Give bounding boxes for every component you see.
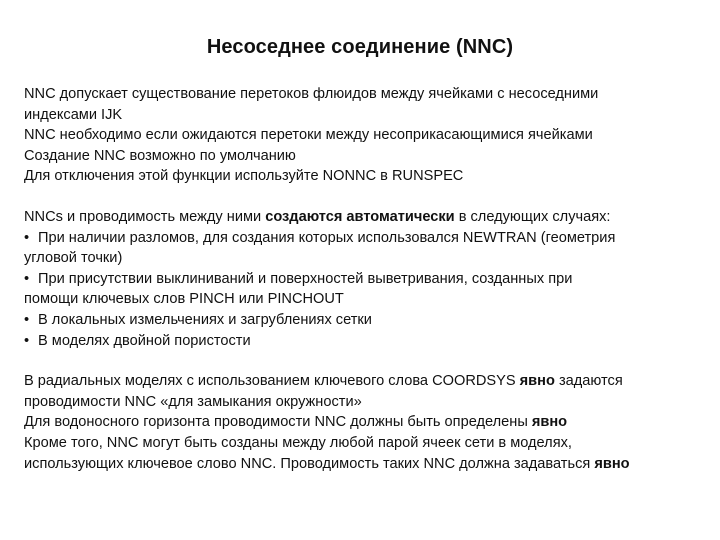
slide-title: Несоседнее соединение (NNC) bbox=[206, 36, 514, 58]
bullet-item-pinchouts bbox=[24, 269, 702, 290]
text-line: индексами IJK bbox=[24, 106, 123, 123]
text-line: Для отключения этой функции используйте NONNC в RUNSPEC bbox=[24, 168, 464, 185]
bullet-item-faults bbox=[24, 228, 702, 249]
text-line: Кроме того, NNC могут быть созданы между любой парой ячеек сети в моделях, bbox=[24, 434, 572, 451]
text-line bbox=[24, 454, 702, 475]
bullet-marker: • bbox=[24, 270, 30, 287]
text-line bbox=[24, 412, 702, 433]
bullet-text: В локальных измельчениях и загрублениях сетки bbox=[38, 311, 372, 328]
emphasis-text: явно bbox=[594, 455, 630, 472]
emphasis-text: явно bbox=[519, 373, 555, 390]
text-part: В радиальных моделях с использованием ключевого слова COORDSYS bbox=[24, 373, 520, 390]
text-part: задаются bbox=[554, 373, 623, 390]
text-part: Для водоносного горизонта проводимости NNC должны быть определены bbox=[24, 414, 532, 431]
section-automatic-nnc bbox=[24, 207, 702, 351]
intro-text: в следующих случаях: bbox=[454, 208, 611, 225]
bullet-marker: • bbox=[24, 229, 30, 246]
bullet-text: При присутствии выклиниваний и поверхностей выветривания, созданных при bbox=[38, 270, 573, 287]
emphasis-text: создаются автоматически bbox=[265, 208, 455, 225]
bullet-item-dual-porosity bbox=[24, 331, 702, 352]
intro-line bbox=[24, 207, 702, 228]
text-line: проводимости NNC «для замыкания окружности» bbox=[24, 393, 362, 410]
text-line: NNC допускает существование перетоков флюидов между ячейками с несоседними bbox=[24, 86, 599, 102]
text-line: NNC необходимо если ожидаются перетоки между несоприкасающимися ячейками bbox=[24, 127, 593, 144]
emphasis-text: явно bbox=[531, 414, 568, 431]
section-nnc-definition bbox=[24, 84, 702, 187]
bullet-text: При наличии разломов, для создания которых использовался NEWTRAN (геометрия bbox=[38, 229, 616, 246]
bullet-text: В моделях двойной пористости bbox=[38, 332, 251, 349]
bullet-marker: • bbox=[24, 332, 30, 349]
intro-text: NNCs и проводимость между ними bbox=[24, 208, 266, 225]
text-line bbox=[24, 371, 702, 392]
section-explicit-nnc bbox=[24, 371, 702, 474]
text-line: Создание NNC возможно по умолчанию bbox=[24, 147, 296, 164]
bullet-continuation: угловой точки) bbox=[24, 250, 123, 267]
bullet-marker: • bbox=[24, 311, 30, 328]
text-part: использующих ключевое слово NNC. Проводимость таких NNC должна задаваться bbox=[24, 455, 595, 472]
bullet-continuation: помощи ключевых слов PINCH или PINCHOUT bbox=[24, 291, 344, 308]
bullet-item-refinements bbox=[24, 310, 702, 331]
slide-body bbox=[24, 84, 702, 474]
